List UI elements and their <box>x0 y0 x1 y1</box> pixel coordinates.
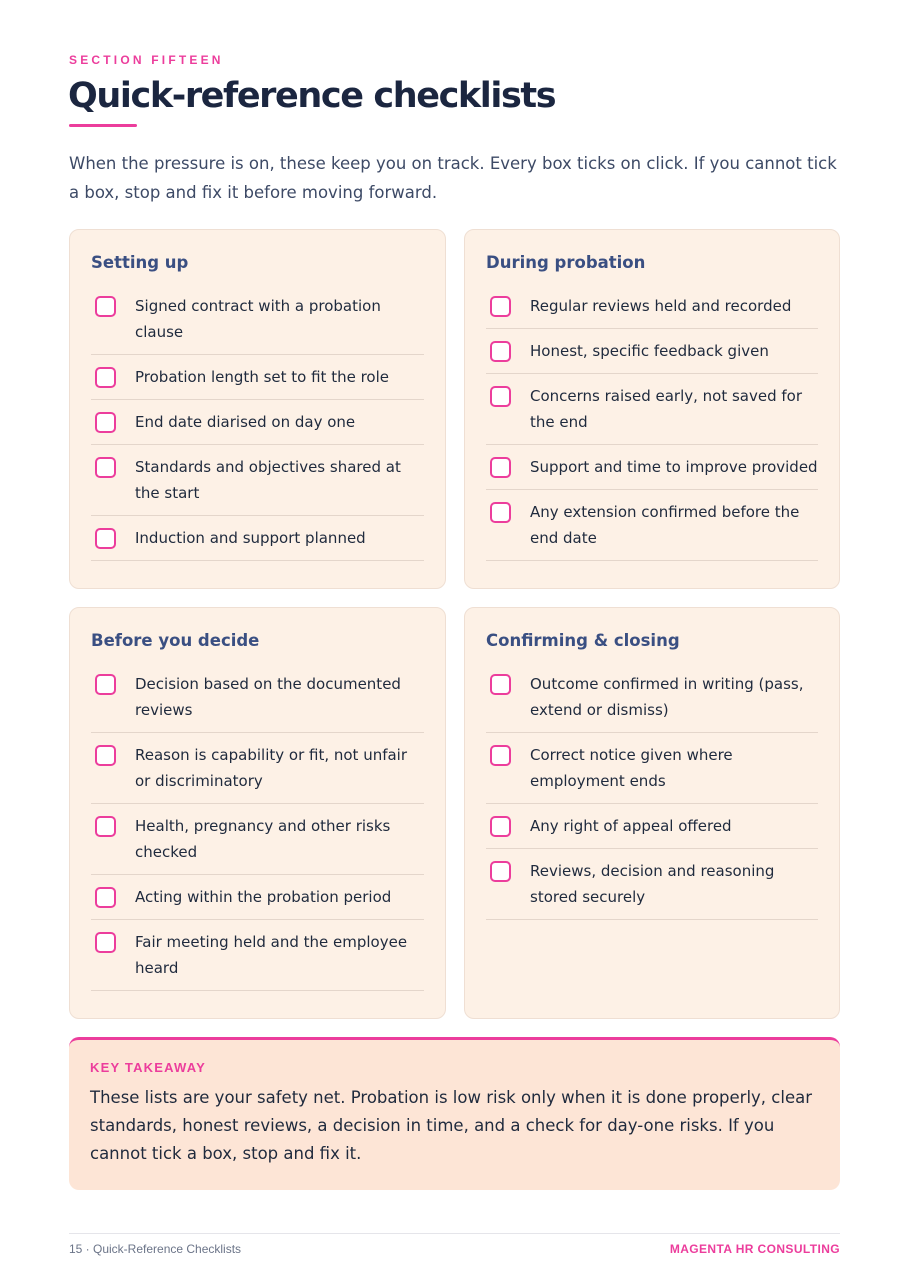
checklist-item-label: Support and time to improve provided <box>530 458 818 476</box>
checklist-item[interactable] <box>91 355 424 400</box>
checklist-item-label: Signed contract with a probation clause <box>135 297 381 341</box>
footer-divider <box>69 1233 840 1234</box>
checklist-item-label: End date diarised on day one <box>135 413 356 431</box>
checklist-item-label: Reason is capability or fit, not unfair or discriminatory <box>135 746 408 790</box>
checklist-item[interactable] <box>486 445 818 490</box>
checklist-item[interactable] <box>486 284 818 329</box>
card-title: During probation <box>486 253 646 272</box>
checklist-item-label: Acting within the probation period <box>135 888 392 906</box>
checkbox[interactable] <box>95 932 116 953</box>
footer-brand: MAGENTA HR CONSULTING <box>669 1242 840 1256</box>
checklist-item[interactable] <box>486 329 818 374</box>
checkbox[interactable] <box>95 745 116 766</box>
checkbox[interactable] <box>95 367 116 388</box>
takeaway-text: These lists are your safety net. Probation is low risk only when it is done properly, clear standards, honest reviews, a decision in time, and a check for day-one risks. If you cannot tick a box, stop and fix it. <box>90 1088 813 1163</box>
checkbox[interactable] <box>95 674 116 695</box>
checklist-item[interactable] <box>91 920 424 991</box>
checklist-card-setting-up <box>69 229 446 589</box>
card-title: Before you decide <box>91 631 260 650</box>
takeaway-label: KEY TAKEAWAY <box>90 1060 207 1075</box>
checklist-item-label: Decision based on the documented reviews <box>135 675 401 719</box>
checkbox[interactable] <box>490 674 511 695</box>
checkbox[interactable] <box>490 816 511 837</box>
checkbox[interactable] <box>490 296 511 317</box>
checkbox[interactable] <box>490 341 511 362</box>
checklist-item[interactable] <box>91 400 424 445</box>
key-takeaway-box <box>69 1037 840 1190</box>
checklist-card-before-you-decide <box>69 607 446 1019</box>
checklist-item-label: Any extension confirmed before the end date <box>530 503 800 547</box>
checklist-item[interactable] <box>486 374 818 445</box>
checklist-item-label: Health, pregnancy and other risks checked <box>135 817 391 861</box>
checklist-item[interactable] <box>486 490 818 561</box>
checklist-card-during-probation <box>464 229 840 589</box>
checkbox[interactable] <box>490 386 511 407</box>
checkbox[interactable] <box>490 502 511 523</box>
checklist-item-label: Correct notice given where employment ends <box>530 746 733 790</box>
card-title: Confirming & closing <box>486 631 680 650</box>
checklist-item[interactable] <box>91 875 424 920</box>
checklist-item-label: Fair meeting held and the employee heard <box>135 933 408 977</box>
checkbox[interactable] <box>95 296 116 317</box>
intro-paragraph: When the pressure is on, these keep you on track. Every box ticks on click. If you cannot tick a box, stop and fix it before moving forward. <box>69 154 837 202</box>
checklist-item-label: Outcome confirmed in writing (pass, extend or dismiss) <box>530 675 804 719</box>
checklist-item[interactable] <box>91 445 424 516</box>
checkbox[interactable] <box>490 457 511 478</box>
checkbox[interactable] <box>95 887 116 908</box>
checkbox[interactable] <box>490 745 511 766</box>
checkbox[interactable] <box>95 457 116 478</box>
checklist-item-label: Concerns raised early, not saved for the end <box>530 387 803 431</box>
checklist-item[interactable] <box>91 662 424 733</box>
checkbox[interactable] <box>95 528 116 549</box>
checklist-item[interactable] <box>486 662 818 733</box>
checklist-item-label: Reviews, decision and reasoning stored securely <box>530 862 775 906</box>
checklist-item[interactable] <box>91 733 424 804</box>
footer-page-label: 15 · Quick-Reference Checklists <box>69 1242 242 1256</box>
checkbox[interactable] <box>95 412 116 433</box>
checkbox[interactable] <box>490 861 511 882</box>
section-label: SECTION FIFTEEN <box>69 53 224 67</box>
checklist-item[interactable] <box>486 804 818 849</box>
checklist-item[interactable] <box>91 284 424 355</box>
checklist-item-label: Any right of appeal offered <box>530 817 732 835</box>
checklist-item[interactable] <box>486 849 818 920</box>
checklist-item-label: Regular reviews held and recorded <box>530 297 792 315</box>
checklist-item[interactable] <box>91 804 424 875</box>
checklist-item-label: Probation length set to fit the role <box>135 368 390 386</box>
checklist-item[interactable] <box>91 516 424 561</box>
page-title: Quick-reference checklists <box>68 76 556 116</box>
checkbox[interactable] <box>95 816 116 837</box>
checklist-item-label: Honest, specific feedback given <box>530 342 769 360</box>
title-underline <box>69 124 137 127</box>
card-title: Setting up <box>91 253 189 272</box>
checklist-card-confirming-closing <box>464 607 840 1019</box>
checklist-item-label: Standards and objectives shared at the start <box>135 458 401 502</box>
checklist-item[interactable] <box>486 733 818 804</box>
checklist-item-label: Induction and support planned <box>135 529 366 547</box>
